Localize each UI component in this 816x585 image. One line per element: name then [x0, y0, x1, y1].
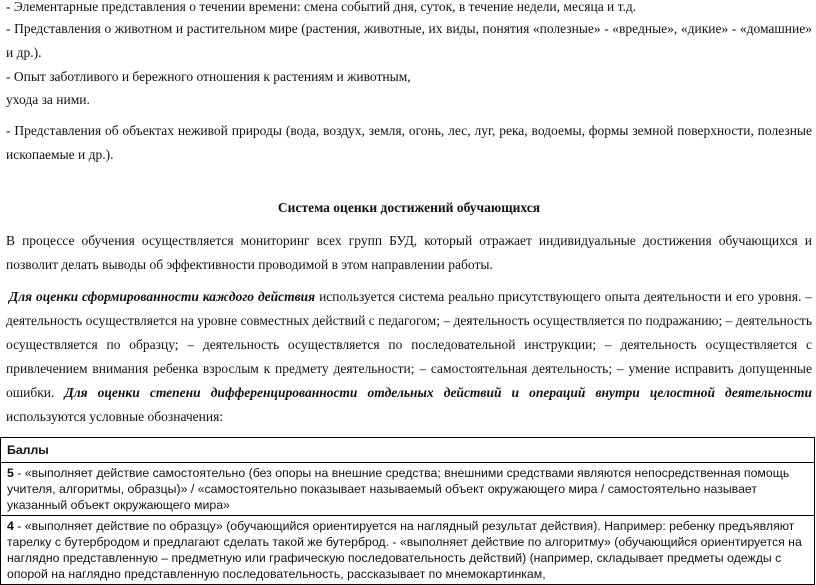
table-header-cell: Баллы [1, 438, 815, 463]
section-title: Система оценки достижений обучающихся [277, 200, 541, 215]
care-experience-item-cont: ухода за ними. [6, 92, 90, 107]
assessment-second-lead: Для оценки степени дифференцированности отдельных действий и операций внутри целостной деятельности [64, 385, 812, 400]
monitoring-paragraph: В процессе обучения осуществляется мониторинг всех групп БУД, который отражает индивидуальные достижения обучающихся и позволит делать выводы об эффективности проводимой в этом направлении работы. [6, 233, 812, 272]
assessment-body: используется система реально присутствующего опыта деятельности и его уровня. – деятельность осуществляется на уровне совместных действий с педагогом; – деятельность осуществляется по подражанию; – деятельность осуществляется по образцу; – деятельность осуществляется по последовательной инструкции; – деятельность осуществляется с привлечением внимания ребенка взрослым к предмету деятельности; – самостоятельная деятельность; – умение исправить допущенные ошибки. [6, 289, 812, 400]
score-5-cell [1, 463, 815, 516]
score-description: - «выполняет действие по образцу» (обучающийся ориентируется на наглядный результат действия). Например: ребенку предъявляют тарелку с бутербродом и предлагают сделать такой же бутерброд. - «выполняет действие по алгоритму» (обучающийся ориентируется на наглядно представленную – предметную или графическую последовательность действий) (например, складывает предметы одежды с опорой на наглядно представленную последовательность, рассказывает по мнемокартинкам, [7, 519, 802, 581]
care-experience-item: - Опыт заботливого и бережного отношения к растениям и животным, [6, 69, 411, 84]
table-header-row [1, 438, 815, 463]
score-value: 5 [7, 466, 14, 480]
scores-table [0, 437, 815, 585]
score-4-cell [1, 516, 815, 585]
assessment-paragraph [6, 285, 812, 429]
score-value: 4 [7, 519, 14, 533]
inanimate-nature-item: - Представления об объектах неживой природы (вода, воздух, земля, огонь, лес, луг, река, водоемы, формы земной поверхности, полезные ископаемые и др.). [6, 123, 812, 162]
table-row [1, 516, 815, 585]
flora-fauna-item: - Представления о животном и растительном мире (растения, животные, их виды, понятия «полезные» - «вредные», «дикие» - «домашние» и др.). [6, 21, 812, 60]
assessment-tail: используются условные обозначения: [6, 409, 224, 424]
table-row [1, 463, 815, 516]
assessment-lead: Для оценки сформированности каждого действия [9, 289, 316, 304]
time-representations-item: - Элементарные представления о течении времени: смена событий дня, суток, в течение недели, месяца и т.д. [6, 0, 637, 14]
score-description: - «выполняет действие самостоятельно (без опоры на внешние средства; внешними средствами являются непосредственная помощь учителя, алгоритмы, образцы)» / «самостоятельно показывает называемый объект окружающего мира / самостоятельно называет указанный объект окружающего мира» [7, 466, 790, 512]
